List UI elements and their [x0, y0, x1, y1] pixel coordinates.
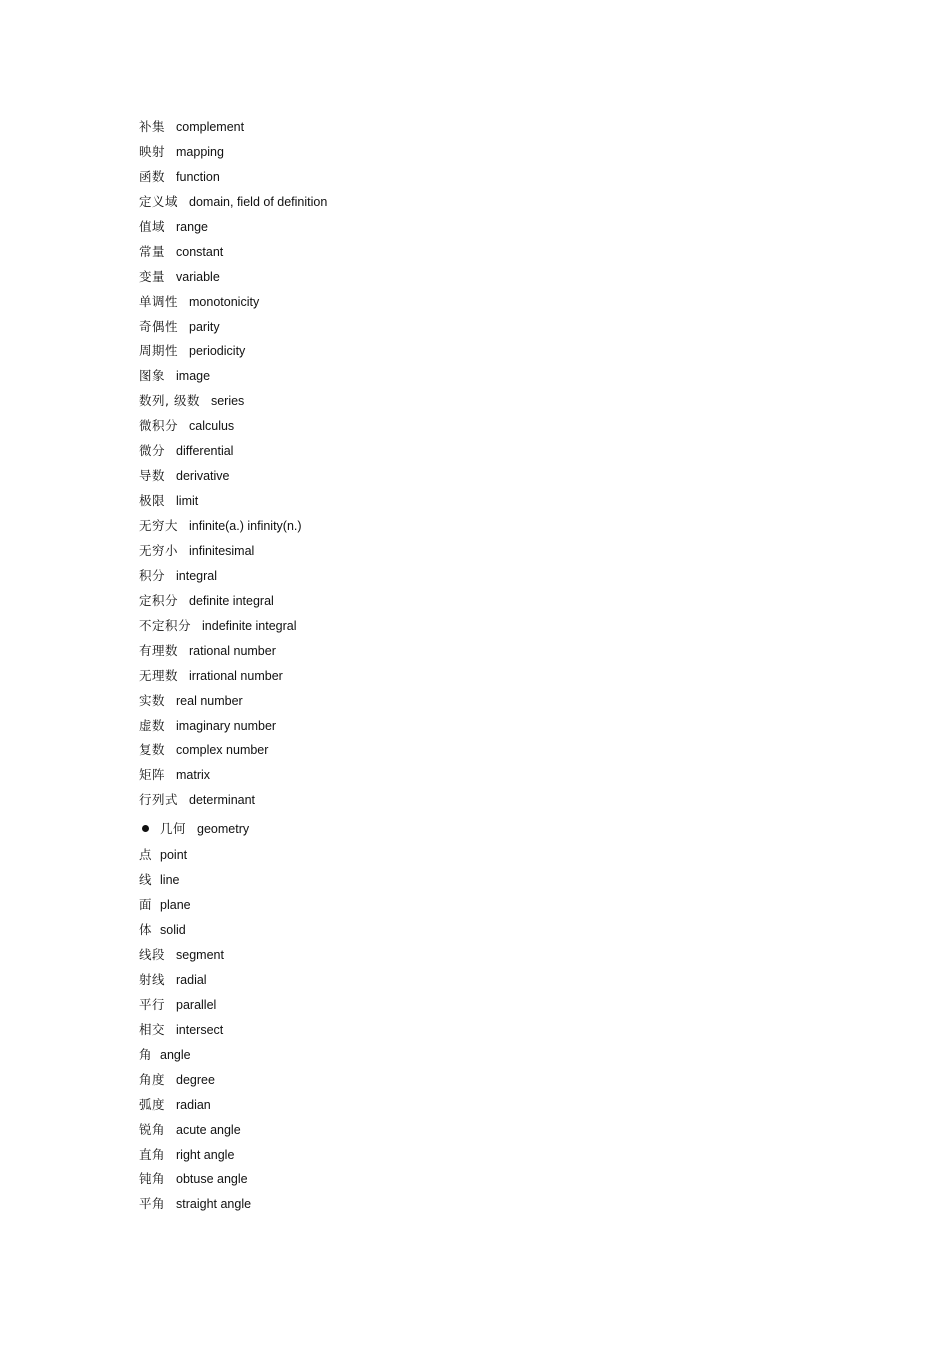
glossary-entry: [139, 539, 739, 564]
english-term: infinite(a.) infinity(n.): [189, 519, 302, 533]
chinese-term: 值域: [139, 218, 166, 234]
english-term: degree: [176, 1072, 215, 1087]
glossary-entry: [139, 414, 739, 439]
glossary-entry: [139, 464, 739, 489]
english-term: real number: [176, 693, 243, 708]
english-term: calculus: [189, 419, 235, 434]
english-term: image: [176, 369, 211, 384]
chinese-term: 线: [139, 872, 153, 888]
section-english-term: geometry: [197, 822, 250, 837]
chinese-term: 映射: [139, 143, 166, 159]
english-term: domain, field of definition: [189, 194, 328, 209]
glossary-entry: [139, 918, 739, 943]
chinese-term: 不定积分: [139, 617, 192, 633]
english-term: angle: [160, 1047, 191, 1062]
glossary-entry: [139, 389, 739, 414]
chinese-term: 直角: [139, 1146, 166, 1162]
glossary-entry: [139, 893, 739, 918]
glossary-entry: [139, 968, 739, 993]
glossary-entry: [139, 364, 739, 389]
english-term: infinitesimal: [189, 543, 255, 558]
english-term: acute angle: [176, 1122, 241, 1137]
glossary-entry: [139, 843, 739, 868]
glossary-list: [139, 115, 739, 1217]
glossary-entry: [139, 290, 739, 315]
chinese-term: 图象: [139, 368, 166, 384]
english-term: rational number: [189, 643, 276, 658]
glossary-entry: [139, 265, 739, 290]
chinese-term: 函数: [139, 168, 166, 184]
chinese-term: 积分: [139, 567, 166, 583]
glossary-entry: [139, 1043, 739, 1068]
chinese-term: 射线: [139, 971, 166, 987]
glossary-entry: [139, 763, 739, 788]
chinese-term: 周期性: [139, 343, 179, 359]
chinese-term: 单调性: [139, 293, 179, 309]
english-term: derivative: [176, 469, 230, 484]
glossary-entry: [139, 339, 739, 364]
glossary-entry: [139, 115, 739, 140]
glossary-entry: [139, 714, 739, 739]
english-term: straight angle: [176, 1197, 252, 1212]
glossary-entry: [139, 564, 739, 589]
english-term: definite integral: [189, 593, 274, 608]
chinese-term: 奇偶性: [139, 318, 179, 334]
glossary-entry: [139, 788, 739, 813]
chinese-term: 极限: [139, 493, 166, 509]
english-term: segment: [176, 948, 224, 962]
english-term: parallel: [176, 997, 217, 1012]
chinese-term: 实数: [139, 692, 166, 708]
chinese-term: 锐角: [139, 1121, 166, 1137]
chinese-term: 钝角: [139, 1171, 166, 1187]
chinese-term: 相交: [139, 1021, 166, 1037]
chinese-term: 微分: [139, 443, 166, 459]
chinese-term: 角: [139, 1046, 153, 1062]
glossary-entry: [139, 215, 739, 240]
english-term: indefinite integral: [202, 618, 297, 633]
chinese-term: 微积分: [139, 418, 179, 434]
english-term: monotonicity: [189, 294, 260, 309]
glossary-entry: [139, 140, 739, 165]
glossary-entry: [139, 689, 739, 714]
glossary-entry: [139, 993, 739, 1018]
english-term: periodicity: [189, 344, 246, 359]
chinese-term: 角度: [139, 1071, 166, 1087]
chinese-term: 定积分: [139, 592, 179, 608]
english-term: limit: [176, 494, 199, 509]
glossary-entry: [139, 315, 739, 340]
glossary-entry: [139, 1018, 739, 1043]
chinese-term: 复数: [139, 742, 166, 758]
glossary-entry: [139, 738, 739, 763]
chinese-term: 弧度: [139, 1096, 166, 1112]
glossary-entry: [139, 639, 739, 664]
section-chinese-term: 几何: [160, 821, 187, 837]
glossary-entry: [139, 1093, 739, 1118]
glossary-entry: [139, 514, 739, 539]
english-term: determinant: [189, 793, 256, 808]
chinese-term: 面: [139, 897, 153, 913]
english-term: complex number: [176, 743, 269, 758]
glossary-entry: [139, 1167, 739, 1192]
english-term: function: [176, 169, 220, 184]
english-term: imaginary number: [176, 718, 277, 733]
english-term: intersect: [176, 1022, 224, 1037]
glossary-entry: [139, 664, 739, 689]
english-term: point: [160, 848, 188, 863]
english-term: right angle: [176, 1147, 235, 1162]
chinese-term: 虚数: [139, 717, 166, 733]
chinese-term: 体: [139, 922, 153, 938]
english-term: integral: [176, 568, 218, 583]
english-term: radian: [176, 1097, 211, 1112]
glossary-entry: [139, 868, 739, 893]
chinese-term: 矩阵: [139, 767, 166, 783]
chinese-term: 无理数: [139, 667, 179, 683]
english-term: irrational number: [189, 668, 283, 683]
chinese-term: 有理数: [139, 642, 179, 658]
glossary-entry: [139, 589, 739, 614]
chinese-term: 平角: [139, 1196, 166, 1212]
chinese-term: 数列, 级数: [139, 393, 200, 409]
english-term: range: [176, 219, 208, 234]
english-term: parity: [189, 319, 220, 334]
chinese-term: 行列式: [139, 792, 179, 808]
english-term: solid: [160, 923, 186, 938]
chinese-term: 线段: [139, 947, 166, 962]
english-term: series: [210, 394, 245, 409]
english-term: obtuse angle: [176, 1172, 248, 1187]
chinese-term: 导数: [139, 468, 166, 484]
chinese-term: 平行: [139, 996, 166, 1012]
english-term: variable: [176, 269, 220, 284]
english-term: differential: [176, 444, 234, 459]
glossary-entry: [139, 190, 739, 215]
glossary-entry: [139, 1143, 739, 1168]
english-term: line: [160, 873, 180, 888]
chinese-term: 无穷小: [139, 542, 179, 558]
glossary-entry: [139, 489, 739, 514]
glossary-entry: [139, 240, 739, 265]
glossary-entry: [139, 614, 739, 639]
english-term: radial: [176, 972, 207, 987]
glossary-entry: [139, 1192, 739, 1217]
english-term: constant: [176, 244, 224, 259]
chinese-term: 点: [139, 847, 153, 863]
chinese-term: 定义域: [139, 193, 179, 209]
glossary-entry: [139, 165, 739, 190]
english-term: complement: [176, 120, 245, 134]
glossary-entry: [139, 439, 739, 464]
chinese-term: 常量: [139, 243, 166, 259]
chinese-term: 无穷大: [139, 518, 179, 533]
glossary-entry: [139, 943, 739, 968]
glossary-entry: [139, 1118, 739, 1143]
glossary-entry: [139, 1068, 739, 1093]
chinese-term: 补集: [139, 119, 166, 134]
english-term: mapping: [176, 144, 224, 159]
bullet-icon: [142, 825, 149, 832]
english-term: plane: [160, 898, 191, 913]
section-heading: [139, 813, 739, 843]
english-term: matrix: [176, 768, 211, 783]
chinese-term: 变量: [139, 268, 166, 284]
